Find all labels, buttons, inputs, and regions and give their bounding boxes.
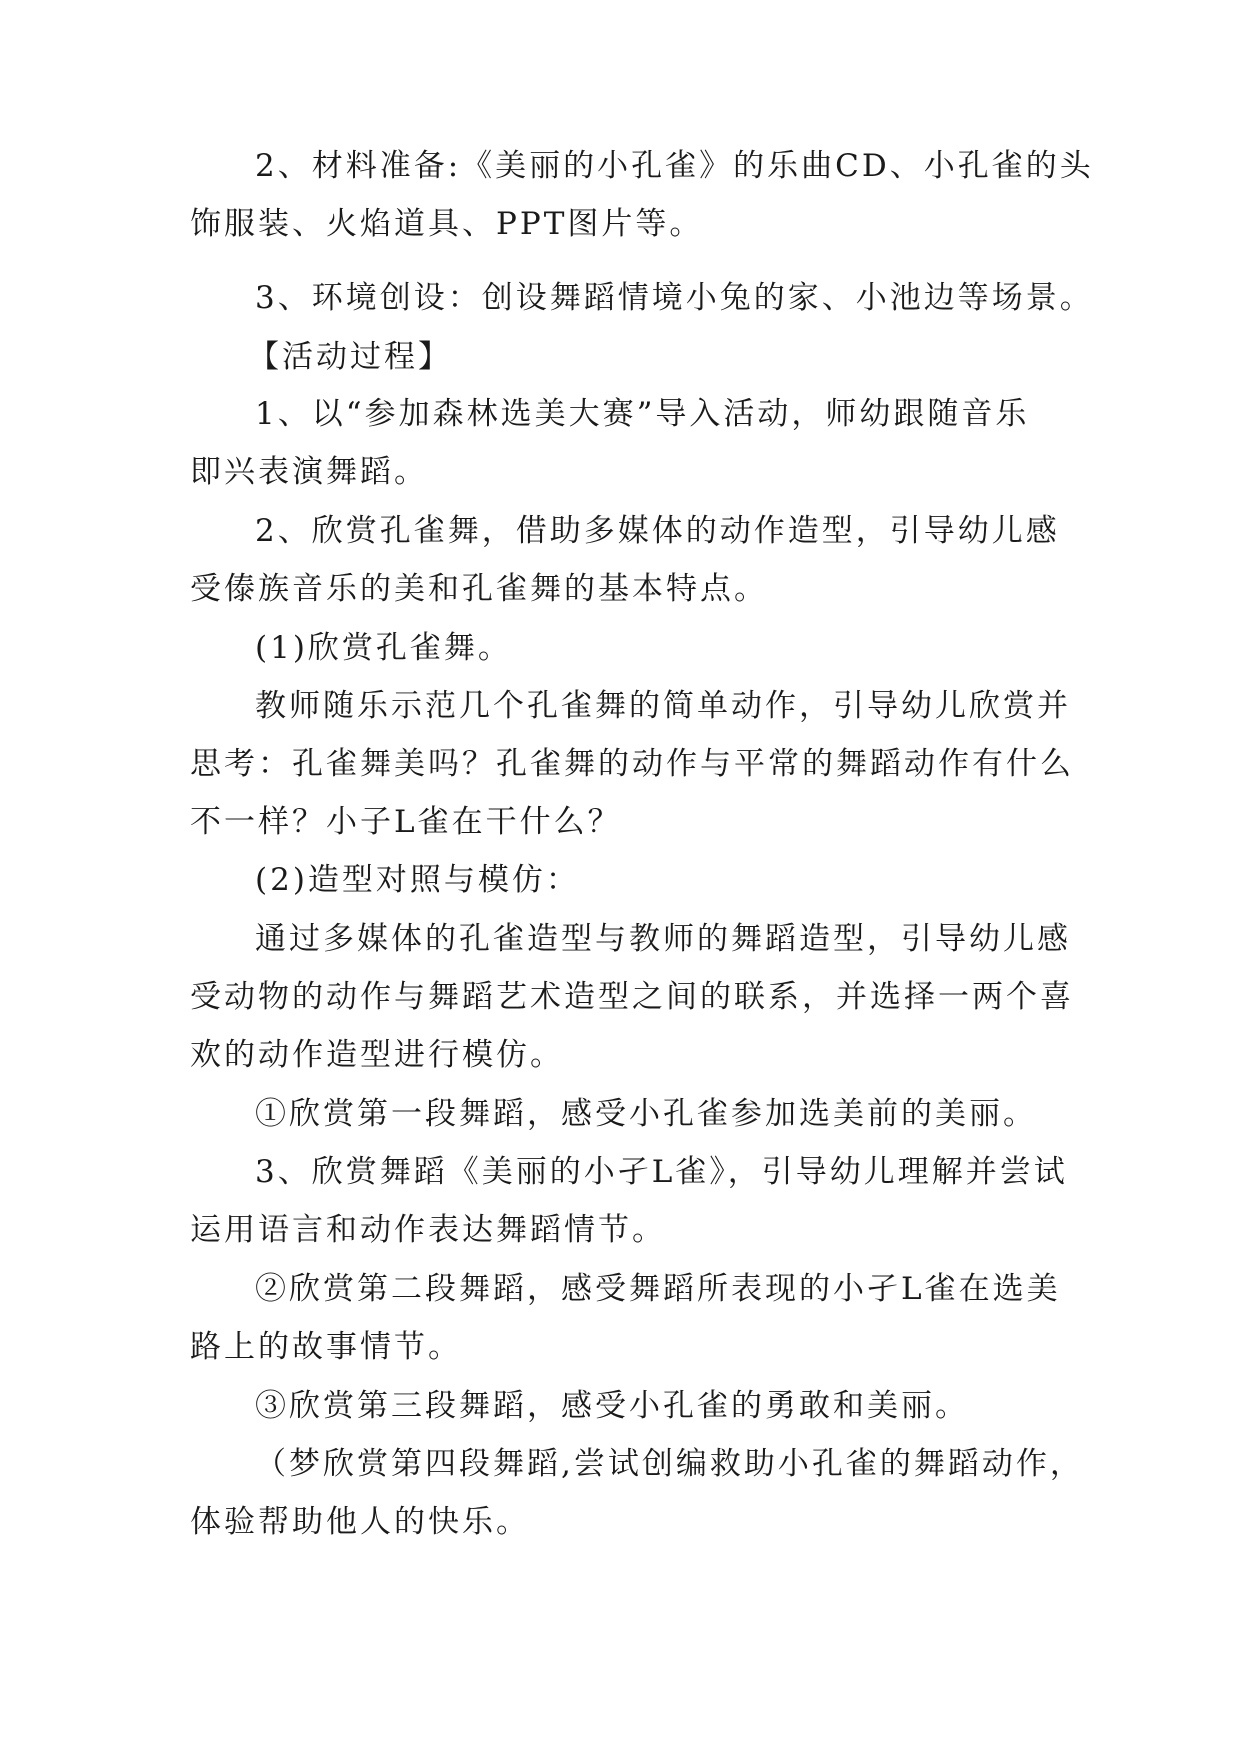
text-line: 2、欣赏孔雀舞，借助多媒体的动作造型，引导幼儿感 <box>255 513 1060 549</box>
text-line: 欢的动作造型进行模仿。 <box>190 1037 564 1073</box>
text-line: 受傣族音乐的美和孔雀舞的基本特点。 <box>190 571 768 607</box>
text-line: 路上的故事情节。 <box>190 1329 462 1365</box>
text-line: 3、欣赏舞蹈《美丽的小孑L雀》，引导幼儿理解并尝试 <box>255 1154 1068 1190</box>
text-line: 思考：孔雀舞美吗？孔雀舞的动作与平常的舞蹈动作有什么 <box>190 746 1074 782</box>
text-line: 不一样？小子L雀在干什么？ <box>190 804 622 840</box>
text-line: ②欣赏第二段舞蹈，感受舞蹈所表现的小孑L雀在选美 <box>255 1271 1061 1307</box>
section-heading: 【活动过程】 <box>248 339 452 375</box>
text-line: ①欣赏第一段舞蹈，感受小孔雀参加选美前的美丽。 <box>255 1096 1037 1132</box>
text-line: (2)造型对照与模仿： <box>255 862 580 898</box>
text-line: 1、以“参加森林选美大赛”导入活动，师幼跟随音乐 <box>255 396 1030 432</box>
text-line: （梦欣赏第四段舞蹈,尝试创编救助小孔雀的舞蹈动作， <box>255 1446 1084 1482</box>
text-line: 受动物的动作与舞蹈艺术造型之间的联系，并选择一两个喜 <box>190 979 1074 1015</box>
text-line: 即兴表演舞蹈。 <box>190 454 428 490</box>
text-line: 2、材料准备:《美丽的小孔雀》的乐曲CD、小孔雀的头 <box>255 148 1094 184</box>
text-line: 运用语言和动作表达舞蹈情节。 <box>190 1212 666 1248</box>
text-line: 教师随乐示范几个孔雀舞的简单动作，引导幼儿欣赏并 <box>255 688 1071 724</box>
text-line: 饰服装、火焰道具、PPT图片等。 <box>190 206 704 242</box>
text-line: (1)欣赏孔雀舞。 <box>255 630 512 666</box>
text-line: ③欣赏第三段舞蹈，感受小孔雀的勇敢和美丽。 <box>255 1388 969 1424</box>
text-line: 通过多媒体的孔雀造型与教师的舞蹈造型，引导幼儿感 <box>255 921 1071 957</box>
text-line: 体验帮助他人的快乐。 <box>190 1504 530 1540</box>
text-line: 3、环境创设：创设舞蹈情境小兔的家、小池边等场景。 <box>255 280 1094 316</box>
